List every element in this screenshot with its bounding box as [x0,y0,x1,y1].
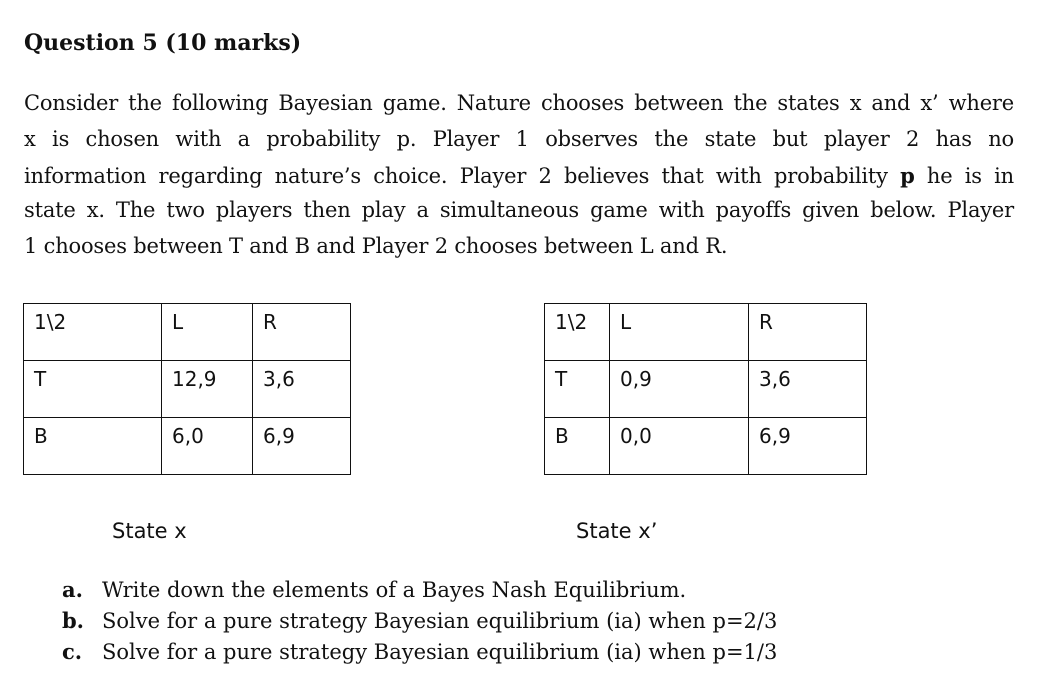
part-text: Write down the elements of a Bayes Nash Equilibrium. [102,578,687,602]
payoff-cell: 3,6 [749,361,867,418]
payoff-cell: 0,0 [610,418,749,475]
question-parts-list [62,574,777,667]
part-text: Solve for a pure strategy Bayesian equilibrium (ia) when p=1/3 [102,640,778,664]
table-corner-cell: 1\2 [24,304,162,361]
payoff-cell: 6,9 [749,418,867,475]
column-header-l: L [162,304,253,361]
list-item [62,636,777,667]
column-header-l: L [610,304,749,361]
list-item [62,605,777,636]
list-item [62,574,777,605]
paragraph-line [24,158,1014,194]
table-row [545,418,867,475]
table-row [545,361,867,418]
paragraph-line-part: he is in [914,163,1014,188]
paragraph-line: 1 chooses between T and B and Player 2 chooses between L and R. [24,234,728,259]
table-corner-cell: 1\2 [545,304,610,361]
paragraph-line-part: information regarding nature’s choice. Player 2 believes that with probability [24,163,901,188]
row-header-b: B [24,418,162,475]
payoff-cell: 6,0 [162,418,253,475]
paragraph-line: Consider the following Bayesian game. Nature chooses between the states x and x’ where [24,91,1014,115]
state-x-caption: State x [112,519,187,543]
question-title: Question 5 (10 marks) [24,30,302,56]
question-paragraph [24,86,1014,265]
part-marker: b. [62,608,84,633]
part-marker: a. [62,577,83,602]
payoff-cell: 0,9 [610,361,749,418]
payoff-cell: 3,6 [253,361,351,418]
payoff-table-state-x [23,303,351,475]
part-text: Solve for a pure strategy Bayesian equilibrium (ia) when p=2/3 [102,609,778,633]
paragraph-line: state x. The two players then play a simultaneous game with payoffs given below. Player [24,198,1014,223]
row-header-t: T [545,361,610,418]
part-marker: c. [62,639,83,664]
row-header-t: T [24,361,162,418]
payoff-table-state-x-prime [544,303,867,475]
column-header-r: R [749,304,867,361]
paragraph-line: x is chosen with a probability p. Player 1 observes the state but player 2 has no [24,126,1014,151]
column-header-r: R [253,304,351,361]
table-header-row [545,304,867,361]
table-row [24,418,351,475]
probability-p-bold: p [900,162,915,188]
payoff-cell: 12,9 [162,361,253,418]
row-header-b: B [545,418,610,475]
table-row [24,361,351,418]
state-x-prime-caption: State x’ [576,519,658,543]
payoff-cell: 6,9 [253,418,351,475]
table-header-row [24,304,351,361]
